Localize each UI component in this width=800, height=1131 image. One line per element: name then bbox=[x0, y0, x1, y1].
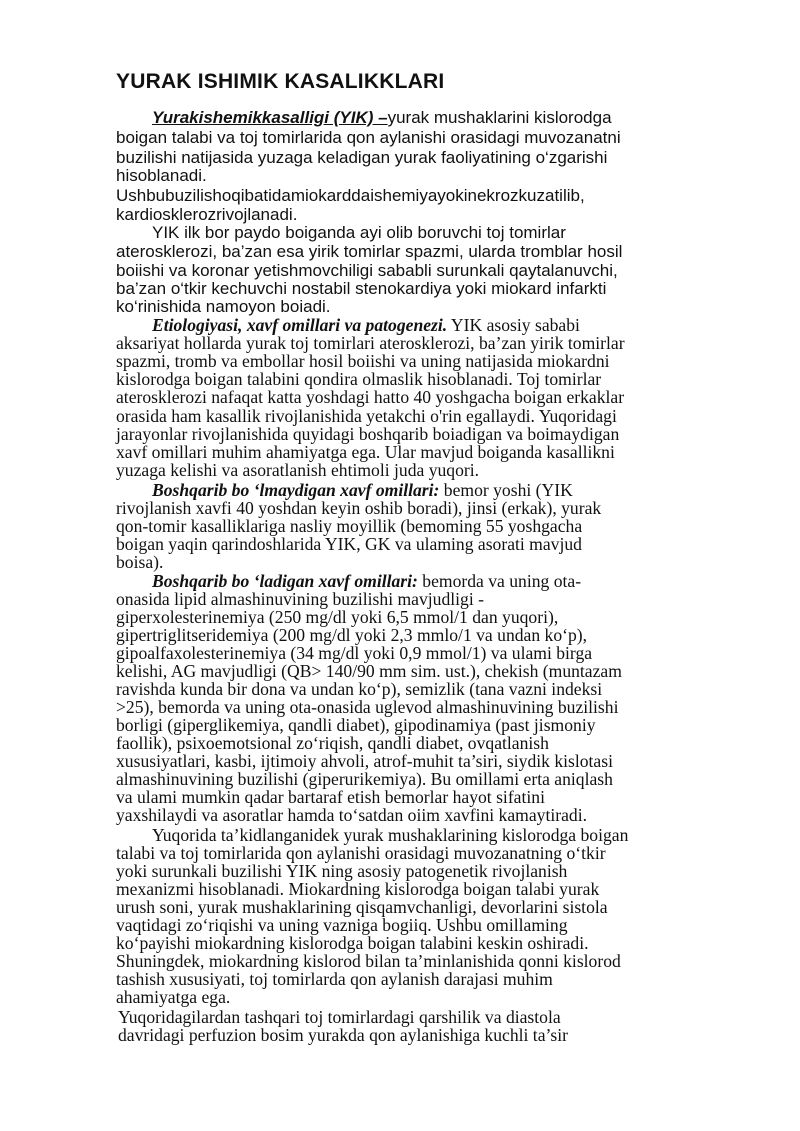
text-line: yuzaga kelishi va asoratlanish ehtimoli juda yuqori. bbox=[116, 460, 480, 480]
text-line: kardiosklerozrivojlanadi. bbox=[116, 205, 298, 224]
text-line: gipertriglitseridemiya (200 mg/dl yoki 2,3 mmlo/1 va undan ko‘p), bbox=[116, 625, 588, 645]
text-line: Yuqoridagilardan tashqari toj tomirlardagi qarshilik va diastola bbox=[118, 1007, 561, 1027]
section-heading-managed-risks: Boshqarib bo ‘ladigan xavf omillari: bbox=[152, 571, 418, 591]
document-title: YURAK ISHIMIK KASALIKKLARI bbox=[116, 70, 445, 93]
text-line: boisa). bbox=[116, 552, 164, 572]
text-line: orasida ham kasallik rivojlanishida yetakchi o'rin egallaydi. Yuqoridagi bbox=[116, 406, 617, 426]
text-line: aksariyat hollarda yurak toj tomirlari aterosklerozi, ba’zan yirik tomirlar bbox=[116, 333, 625, 353]
text-line: gipoalfaxolesterinemiya (34 mg/dl yoki 0,9 mmol/1) va ulami birga bbox=[116, 643, 593, 663]
text-line: YIK ilk bor paydo boiganda ayi olib boruvchi toj tomirlar bbox=[152, 223, 566, 242]
text-line: urush soni, yurak mushaklarining qisqamvchanligi, devorlarini sistola bbox=[116, 897, 608, 917]
text-line: ravishda kunda bir dona va undan ko‘p), semizlik (tana vazni indeksi bbox=[116, 679, 603, 699]
text-line: vaqtidagi zo‘riqishi va uning vazniga bogiiq. Ushbu omillaming bbox=[116, 915, 568, 935]
text-line: rivojlanish xavfi 40 yoshdan keyin oshib boradi), jinsi (erkak), yurak bbox=[116, 498, 602, 518]
text-line: ba’zan o‘tkir kechuvchi nostabil stenokardiya yoki miokard infarkti bbox=[116, 279, 607, 298]
text-line: yoki surunkali buzilishi YIK ning asosiy patogenetik rivojlanish bbox=[116, 861, 568, 881]
text-line: va ulami mumkin qadar bartaraf etish bemorlar hayot sifatini bbox=[116, 787, 545, 807]
section-heading-unmanaged-risks: Boshqarib bo ‘lmaydigan xavf omillari: bbox=[152, 480, 440, 500]
text-line: yaxshilaydi va asoratlar hamda to‘satdan oiim xavfini kamaytiradi. bbox=[116, 805, 587, 825]
text-line: borligi (giperglikemiya, qandli diabet), gipodinamiya (past jismoniy bbox=[116, 715, 596, 735]
text-line: mexanizmi hisoblanadi. Miokardning kislorodga boigan talabi yurak bbox=[116, 879, 600, 899]
term-heading: Yurakishemikkasalligi (YIK) – bbox=[152, 108, 388, 127]
text-line: ko‘payishi miokardning kislorodga boigan talabini keskin oshiradi. bbox=[116, 933, 589, 953]
section-heading-etiology: Etiologiyasi, xavf omillari va patogenezi. bbox=[152, 315, 448, 335]
line-text: bemor yoshi (YIK bbox=[439, 480, 573, 500]
text-line: ko‘rinishida namoyon boiadi. bbox=[116, 297, 331, 316]
text-line: spazmi, tromb va embollar hosil boiishi va uning natijasida miokardni bbox=[116, 351, 610, 371]
text-line: faollik), psixoemotsional zo‘riqish, qandli diabet, ovqatlanish bbox=[116, 733, 549, 753]
text-line: Shuningdek, miokardning kislorod bilan ta’minlanishida qonni kislorod bbox=[116, 951, 621, 971]
text-line: Yuqorida ta’kidlanganidek yurak mushaklarining kislorodga boigan bbox=[152, 825, 629, 845]
text-line: xavf omillari muhim ahamiyatga ega. Ular mavjud boiganda kasallikni bbox=[116, 442, 615, 462]
text-line: hisoblanadi. bbox=[116, 166, 207, 185]
text-line: Ushbubuzilishoqibatidamiokarddaishemiyayokinekrozkuzatilib, bbox=[116, 186, 585, 205]
text-line: talabi va toj tomirlarida qon aylanishi orasidagi muvozanatning o‘tkir bbox=[116, 843, 606, 863]
text-line bbox=[152, 108, 612, 127]
text-line: aterosklerozi, ba’zan esa yirik tomirlar spazmi, ularda tromblar hosil bbox=[116, 242, 623, 261]
text-line: boiishi va koronar yetishmovchiligi sababli surunkali qaytalanuvchi, bbox=[116, 261, 618, 280]
text-line: onasida lipid almashinuvining buzilishi mavjudligi - bbox=[116, 589, 484, 609]
text-line: davridagi perfuzion bosim yurakda qon aylanishiga kuchli ta’sir bbox=[118, 1025, 568, 1045]
text-line: boigan talabi va toj tomirlarida qon aylanishi orasidagi muvozanatni bbox=[116, 128, 621, 147]
text-line: aterosklerozi nafaqat katta yoshdagi hatto 40 yoshgacha boigan erkaklar bbox=[116, 387, 625, 407]
line-text: bemorda va uning ota- bbox=[417, 571, 582, 591]
text-line: tashish xususiyati, toj tomirlarda qon aylanish darajasi muhim bbox=[116, 969, 553, 989]
text-line: xususiyatlari, kasbi, ijtimoiy ahvoli, atrof-muhit ta’siri, siydik kislotasi bbox=[116, 751, 613, 771]
text-line: jarayonlar rivojlanishida quyidagi boshqarib boiadigan va boimaydigan bbox=[116, 424, 620, 444]
line-text: YIK asosiy sababi bbox=[447, 315, 580, 335]
line-text: yurak mushaklarini kislorodga bbox=[387, 108, 612, 127]
text-line: kislorodga boigan talabini qondira olmaslik hisoblanadi. Toj tomirlar bbox=[116, 369, 602, 389]
text-line: buzilishi natijasida yuzaga keladigan yurak faoliyatining o‘zgarishi bbox=[116, 148, 608, 167]
text-line: ahamiyatga ega. bbox=[116, 987, 231, 1007]
text-line: >25), bemorda va uning ota-onasida uglevod almashinuvining buzilishi bbox=[116, 697, 619, 717]
text-line: kelishi, AG mavjudligi (QB> 140/90 mm sim. ust.), chekish (muntazam bbox=[116, 661, 622, 681]
text-line: giperxolesterinemiya (250 mg/dl yoki 6,5 mmol/1 dan yuqori), bbox=[116, 607, 559, 627]
text-line: qon-tomir kasalliklariga nasliy moyillik (bemoming 55 yoshgacha bbox=[116, 516, 583, 536]
text-line: boigan yaqin qarindoshlarida YIK, GK va ulaming asorati mavjud bbox=[116, 534, 582, 554]
text-line: almashinuvining buzilishi (giperurikemiya). Bu omillami erta aniqlash bbox=[116, 769, 613, 789]
